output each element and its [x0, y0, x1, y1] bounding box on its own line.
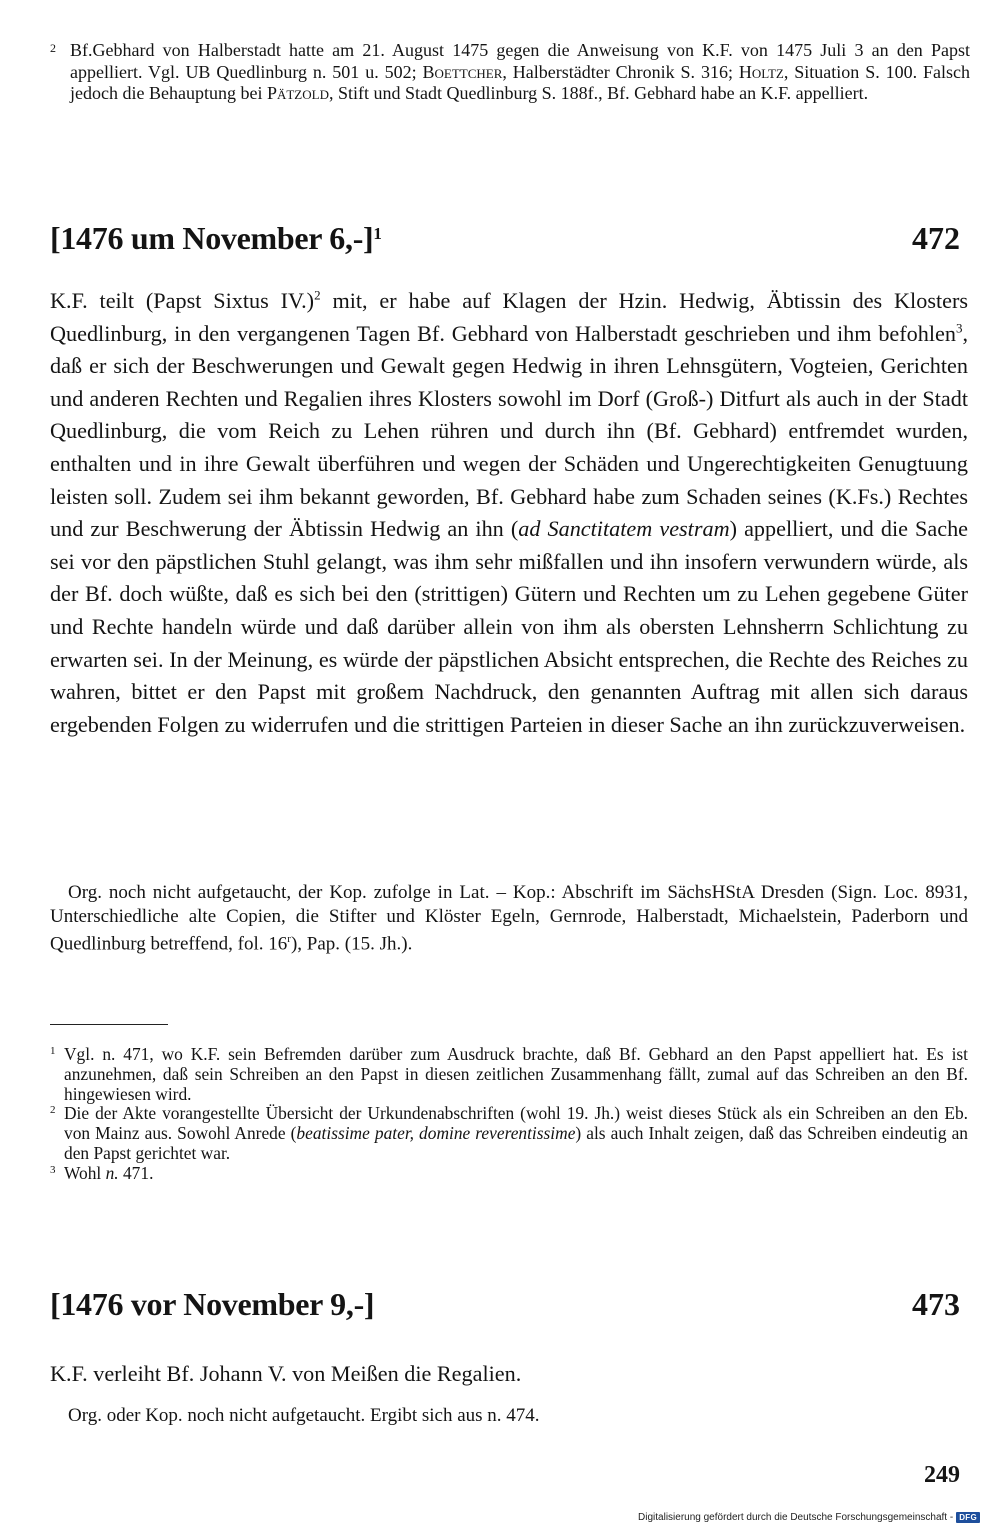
- regest-text-473: K.F. verleiht Bf. Johann V. von Meißen die Regalien.: [50, 1361, 522, 1386]
- entry-number: 473: [912, 1286, 960, 1322]
- footnote-mark: 2: [50, 1104, 56, 1117]
- footnote-text: Wohl n. 471.: [64, 1162, 154, 1183]
- footnote-text: Bf.Gebhard von Halberstadt hatte am 21. August 1475 gegen die Anweisung von K.F. von 1475 Juli 3 an den Papst appelliert. Vgl. UB Quedlinburg n. 501 u. 502; Boettcher, Halberstädter Chronik S. 316; Holtz, Situation S. 100. Falsch jedoch die Behauptung bei Pätzold, Stift und Stadt Quedlinburg S. 188f., Bf. Gebhard habe an K.F. appelliert.: [70, 40, 970, 103]
- footnote-ref: 2: [314, 287, 321, 303]
- footnote-mark: 1: [50, 1045, 56, 1057]
- page-number: 249: [924, 1462, 960, 1488]
- digitization-credit: [638, 1512, 980, 1523]
- footnote-divider: [50, 1024, 168, 1025]
- author-name: Pätzold: [266, 83, 329, 103]
- source-note-472: Org. noch nicht aufgetaucht, der Kop. zufolge in Lat. – Kop.: Abschrift im SächsHStA Dresden (Sign. Loc. 8931, Unterschiedliche alte Copien, die Stifter und Klöster Egeln, Gernrode, Halberstadt, Michaelstein, Paderborn und Quedlinburg betreffend, fol. 16$^r$), Pap. (15. Jh.).: [50, 882, 968, 955]
- latin-phrase: beatissime pater, domine reverentissime: [296, 1123, 576, 1144]
- footnote-2: [50, 1104, 968, 1163]
- footnote-mark: 3: [50, 1163, 56, 1176]
- footnote-1: [50, 1045, 968, 1104]
- footnote-ref: 1: [373, 224, 382, 243]
- regest-text-472: K.F. teilt (Papst Sixtus IV.)$^2$ mit, er habe auf Klagen der Hzin. Hedwig, Äbtissin des Klosters Quedlinburg, in den vergangenen Tagen Bf. Gebhard von Halberstadt geschrieben und ihm befohlen$^3$, daß er sich der Beschwerungen und Gewalt gegen Hedwig in ihren Lehnsgütern, Vogteien, Gerichten und anderen Rechten und Regalien ihres Klosters sowohl im Dorf (Groß-) Ditfurt als auch in der Stadt Quedlinburg, die vom Reich zu Lehen rühren und durch ihn (Bf. Gebhard) entfremdet wurden, enthalten und in ihre Gewalt überführen und wegen der Schäden und Ungerechtigkeiten Genugtuung leisten soll. Zudem sei ihm bekannt geworden, Bf. Gebhard habe zum Schaden seines (K.Fs.) Rechtes und zur Beschwerung der Äbtissin Hedwig an ihn (ad Sanctitatem vestram) appelliert, und die Sache sei vor den päpstlichen Stuhl gelangt, was ihm sehr mißfallen und ihn insofern verwundern würde, als der Bf. doch wüßte, daß es sich bei den (strittigen) Gütern und Rechten um zu Lehen gegebene Güter und Rechte handeln würde und daß darüber allein von ihm als obersten Lehnsherrn Schlichtung zu erwarten sei. In der Meinung, es würde der päpstlichen Absicht entsprechen, die Rechte des Reiches zu wahren, bittet er den Papst mit großem Nachdruck, den genannten Auftrag mit allen sich daraus ergebenden Folgen zu widerrufen und die strittigen Parteien in dieser Sache an ihn zurückzuverweisen.: [50, 287, 969, 737]
- entry-heading-473: [50, 1284, 970, 1324]
- footnote-text: Vgl. n. 471, wo K.F. sein Befremden darüber zum Ausdruck brachte, daß Bf. Gebhard an den Papst appelliert hat. Es ist anzunehmen, daß sein Schreiben an den Papst in diesen zeitlichen Zusammenhang fällt, zumal auf das Schreiben an den Bf. hingewiesen wird.: [64, 1044, 968, 1104]
- footnote-text: Die der Akte vorangestellte Übersicht der Urkundenabschriften (wohl 19. Jh.) weist dieses Stück als ein Schreiben an den Eb. von Mainz aus. Sowohl Anrede (beatissime pater, domine reverentissime) als auch Inhalt zeigen, daß das Schreiben eindeutig an den Papst gerichtet war.: [64, 1103, 968, 1163]
- entry-number: 472: [912, 220, 960, 256]
- footnote-mark: 2: [50, 41, 56, 55]
- footnotes-472: [50, 1045, 968, 1184]
- source-note-473: Org. oder Kop. noch nicht aufgetaucht. Ergibt sich aus n. 474.: [68, 1405, 540, 1426]
- entry-date: [1476 vor November 9,-]: [50, 1286, 375, 1322]
- author-name: Holtz: [738, 61, 784, 82]
- latin-phrase: ad Sanctitatem vestram: [518, 516, 730, 542]
- carried-footnote: [50, 40, 970, 105]
- author-name: Boettcher: [422, 61, 503, 82]
- credit-text: Digitalisierung gefördert durch die Deutsche Forschungsgemeinschaft -: [638, 1512, 954, 1523]
- dfg-logo: DFG: [956, 1512, 980, 1523]
- entry-date: [1476 um November 6,-]$^1$: [50, 220, 382, 256]
- footnote-ref: 3: [955, 320, 963, 336]
- footnote-3: [50, 1164, 968, 1184]
- folio-mark: r: [287, 933, 291, 946]
- entry-heading-472: [50, 218, 970, 258]
